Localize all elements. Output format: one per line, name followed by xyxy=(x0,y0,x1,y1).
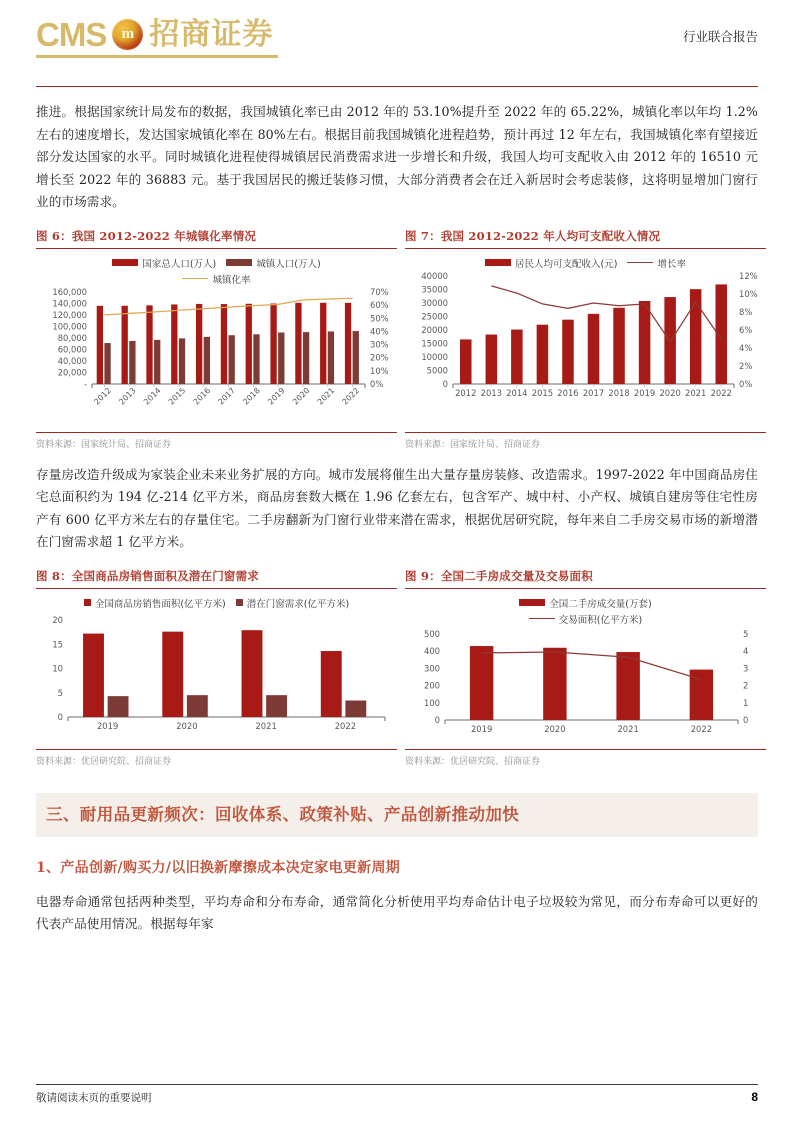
legend-item-potential-window-demand xyxy=(236,596,349,610)
svg-text:50%: 50% xyxy=(370,312,389,323)
svg-text:300: 300 xyxy=(424,662,440,673)
logo-seal-icon: m xyxy=(112,19,143,50)
legend-swatch-line-darkred xyxy=(529,618,555,619)
svg-text:2020: 2020 xyxy=(176,720,198,731)
figure-9-plot xyxy=(405,626,766,768)
svg-text:15000: 15000 xyxy=(421,338,448,348)
figure-8-title xyxy=(36,568,397,588)
paragraph-appliance-lifespan: 电器寿命通常包括两种类型，平均寿命和分布寿命，通常简化分析使用平均寿命估计电子垃圾较为常见，而分布寿命可以更好的代表产品使用情况。根据每年家 xyxy=(36,893,758,931)
legend-item-commodity-housing-sales xyxy=(84,596,226,610)
figure-8-source: 资料来源：优居研究院、招商证券 xyxy=(36,756,172,767)
legend-item-urban-population xyxy=(226,256,320,270)
figure-7-plot-box xyxy=(405,248,766,433)
legend-swatch-bar-mauve xyxy=(226,259,252,266)
svg-text:2021: 2021 xyxy=(315,385,337,407)
figure-7-source: 资料来源：国家统计局、招商证券 xyxy=(405,439,541,450)
svg-text:2014: 2014 xyxy=(506,387,528,398)
svg-text:2021: 2021 xyxy=(255,720,277,731)
svg-text:2020: 2020 xyxy=(659,387,681,398)
svg-text:2017: 2017 xyxy=(216,385,238,407)
figure-9-source: 资料来源：优居研究院、招商证券 xyxy=(405,756,541,767)
figure-7-title-text: 我国 2012-2022 年人均可支配收入情况 xyxy=(440,228,661,243)
svg-text:160,000: 160,000 xyxy=(52,286,87,297)
legend-label-growth-rate: 增长率 xyxy=(657,258,686,270)
svg-text:2015: 2015 xyxy=(166,385,188,407)
svg-text:400: 400 xyxy=(424,645,440,656)
figure-8-svg xyxy=(36,610,397,745)
svg-text:2019: 2019 xyxy=(470,723,493,734)
legend-item-disposable-income xyxy=(485,256,617,270)
svg-text:0%: 0% xyxy=(739,378,753,389)
svg-text:200: 200 xyxy=(424,680,440,691)
svg-text:5: 5 xyxy=(57,687,63,698)
svg-text:2014: 2014 xyxy=(141,385,163,407)
paragraph-existing-housing: 存量房改造升级成为家装企业未来业务扩展的方向。城市发展将催生出大量存量房装修、改造需求。1997-2022 年中国商品房住宅总面积约为 194 亿-214 亿平方米，商品房套数大概在 1.96 亿套左右，包含军产、城中村、小产权、城镇自建房等住宅性房产有 600 亿平方米左右的存量住宅。二手房翻新为门窗行业带来潜在需求，根据优居研究院，每年来自二手房交易市场的新增潜在门窗需求超 1 亿平方米。 xyxy=(36,466,758,549)
figure-6-title xyxy=(36,228,397,248)
svg-text:2021: 2021 xyxy=(685,387,707,398)
svg-text:2013: 2013 xyxy=(480,387,502,398)
figure-9-plot-box xyxy=(405,588,766,750)
svg-text:15: 15 xyxy=(52,638,63,649)
figure-9-legend xyxy=(405,593,766,610)
logo-underline xyxy=(36,55,278,58)
legend-item-growth-rate xyxy=(627,256,686,270)
cms-logo xyxy=(36,18,273,51)
svg-text:2012: 2012 xyxy=(455,387,477,398)
logo-chinese-name: 招商证券 xyxy=(149,16,274,52)
svg-text:2019: 2019 xyxy=(96,720,119,731)
svg-text:500: 500 xyxy=(424,628,440,639)
svg-text:35000: 35000 xyxy=(421,284,448,294)
legend-swatch-line-darkred xyxy=(627,262,653,263)
svg-text:2016: 2016 xyxy=(557,387,579,398)
figure-6-plot xyxy=(36,286,397,428)
legend-swatch-bar-mauve xyxy=(236,599,243,606)
figure-6-label: 图 6： xyxy=(36,228,72,243)
svg-text:-: - xyxy=(83,378,87,389)
section-heading-3: 三、耐用品更新频次：回收体系、政策补贴、产品创新推动加快 xyxy=(36,793,758,837)
legend-label-urbanization-rate: 城镇化率 xyxy=(212,274,251,286)
svg-text:2017: 2017 xyxy=(582,387,605,398)
figure-7-svg xyxy=(405,270,766,410)
figure-6-source: 资料来源：国家统计局、招商证券 xyxy=(36,439,172,450)
svg-text:10%: 10% xyxy=(739,288,758,299)
svg-text:2022: 2022 xyxy=(690,723,713,734)
svg-text:2019: 2019 xyxy=(633,387,656,398)
svg-text:100,000: 100,000 xyxy=(52,321,87,331)
legend-swatch-line-gold xyxy=(182,278,208,279)
svg-text:12%: 12% xyxy=(739,270,758,281)
footer-disclaimer: 敬请阅读末页的重要说明 xyxy=(36,1092,152,1104)
svg-text:20: 20 xyxy=(52,614,63,625)
chart-row-2 xyxy=(36,568,758,767)
figure-8-legend xyxy=(36,593,397,610)
report-type-label: 行业联合报告 xyxy=(682,29,758,44)
svg-text:2021: 2021 xyxy=(617,723,639,734)
figure-9-title xyxy=(405,568,766,588)
figure-9-title-text: 全国二手房成交量及交易面积 xyxy=(440,568,593,583)
svg-text:2019: 2019 xyxy=(266,385,287,407)
figure-8-plot-box xyxy=(36,588,397,750)
figure-7-legend xyxy=(405,253,766,270)
svg-text:2020: 2020 xyxy=(290,385,312,407)
svg-text:4%: 4% xyxy=(739,342,753,353)
legend-label-secondhand-volume: 全国二手房成交量(万套) xyxy=(549,598,652,610)
svg-text:40000: 40000 xyxy=(421,270,448,281)
svg-text:2018: 2018 xyxy=(608,387,630,398)
svg-text:70%: 70% xyxy=(370,286,389,297)
figure-9-label: 图 9： xyxy=(405,568,441,583)
svg-text:2022: 2022 xyxy=(340,385,362,407)
figure-6-legend xyxy=(36,253,397,270)
svg-text:20%: 20% xyxy=(370,352,389,363)
figure-9-card xyxy=(405,568,766,767)
legend-label-transaction-area: 交易面积(亿平方米) xyxy=(558,614,643,626)
legend-swatch-bar-red xyxy=(112,259,138,266)
figure-8-plot xyxy=(36,610,397,752)
svg-text:20,000: 20,000 xyxy=(57,367,87,377)
legend-item-secondhand-volume xyxy=(519,596,651,610)
legend-label-urban-population: 城镇人口(万人) xyxy=(256,258,321,270)
svg-text:10%: 10% xyxy=(370,365,389,376)
svg-text:5: 5 xyxy=(743,628,749,639)
svg-text:2012: 2012 xyxy=(92,385,113,407)
paragraph-urbanization: 推进。根据国家统计局发布的数据，我国城镇化率已由 2012 年的 53.10%提升至 2022 年的 65.22%，城镇化率以年均 1.2%左右的速度增长，发达国家城镇化率在 80%左右。根据目前我国城镇化进程趋势，预计再过 12 年左右，我国城镇化率有望接近部分发达国家的水平。同时城镇化进程使得城镇居民消费需求进一步增长和升级，我国人均可支配收入由 2012 年的 16510 元增长至 2022 年的 36883 元。基于我国居民的搬迁装修习惯，大部分消费者会在迁入新居时会考虑装修，这将明显增加门窗行业的市场需求。 xyxy=(36,104,758,209)
legend-item-urbanization-rate xyxy=(182,272,250,286)
page-number: 8 xyxy=(751,1090,758,1104)
svg-text:0: 0 xyxy=(434,714,440,725)
svg-text:60,000: 60,000 xyxy=(57,344,87,354)
svg-text:120,000: 120,000 xyxy=(52,309,87,320)
figure-9-svg xyxy=(405,626,766,746)
figure-8-label: 图 8： xyxy=(36,568,72,583)
svg-text:5000: 5000 xyxy=(426,365,448,375)
svg-text:40%: 40% xyxy=(370,325,389,336)
figure-8-card xyxy=(36,568,397,767)
svg-text:60%: 60% xyxy=(370,299,389,310)
svg-text:10000: 10000 xyxy=(421,351,448,362)
logo-cms-text: CMS xyxy=(36,16,107,53)
figure-6-plot-box xyxy=(36,248,397,433)
legend-item-total-population xyxy=(112,256,216,270)
svg-text:2020: 2020 xyxy=(544,723,566,734)
svg-text:8%: 8% xyxy=(739,306,753,317)
svg-text:0: 0 xyxy=(743,714,749,725)
svg-text:140,000: 140,000 xyxy=(52,298,87,308)
legend-label-potential-window-demand: 潜在门窗需求(亿平方米) xyxy=(246,598,350,610)
figure-7-label: 图 7： xyxy=(405,228,441,243)
svg-text:0%: 0% xyxy=(370,378,384,389)
svg-text:2018: 2018 xyxy=(241,385,262,407)
legend-swatch-bar-red xyxy=(519,599,545,606)
figure-7-card xyxy=(405,228,766,450)
figure-6-title-text: 我国 2012-2022 年城镇化率情况 xyxy=(71,228,257,243)
legend-label-commodity-housing-sales: 全国商品房销售面积(亿平方米) xyxy=(94,598,226,610)
svg-text:30000: 30000 xyxy=(421,297,448,308)
chart-row-1 xyxy=(36,228,758,450)
figure-7-plot xyxy=(405,270,766,412)
svg-text:1: 1 xyxy=(743,697,749,708)
figure-8-title-text: 全国商品房销售面积及潜在门窗需求 xyxy=(71,568,260,583)
subsection-heading-1: 1、产品创新/购买力/以旧换新摩擦成本决定家电更新周期 xyxy=(36,859,401,876)
svg-text:2022: 2022 xyxy=(710,387,732,398)
svg-text:2016: 2016 xyxy=(191,385,213,407)
legend-swatch-bar-red xyxy=(84,599,91,606)
figure-6-card xyxy=(36,228,397,450)
svg-text:2013: 2013 xyxy=(117,385,138,407)
svg-text:80,000: 80,000 xyxy=(57,332,87,343)
svg-text:0: 0 xyxy=(442,378,448,389)
figure-6-legend-row2 xyxy=(36,269,397,286)
svg-text:6%: 6% xyxy=(739,324,753,335)
header-divider xyxy=(36,86,758,87)
legend-label-total-population: 国家总人口(万人) xyxy=(142,258,217,270)
figure-7-title xyxy=(405,228,766,248)
svg-text:4: 4 xyxy=(743,645,749,656)
svg-text:2015: 2015 xyxy=(531,387,554,398)
svg-text:2: 2 xyxy=(743,680,749,691)
svg-text:20000: 20000 xyxy=(421,324,448,335)
page-header xyxy=(0,0,794,78)
svg-text:40,000: 40,000 xyxy=(57,355,87,366)
svg-text:100: 100 xyxy=(424,697,440,708)
legend-swatch-bar-red xyxy=(485,259,511,266)
legend-label-disposable-income: 居民人均可支配收入(元) xyxy=(515,258,618,270)
figure-9-legend-row2 xyxy=(405,609,766,626)
svg-text:25000: 25000 xyxy=(421,311,448,321)
svg-text:30%: 30% xyxy=(370,339,389,350)
svg-text:2022: 2022 xyxy=(334,720,357,731)
figure-6-svg xyxy=(36,286,397,414)
svg-text:10: 10 xyxy=(52,663,63,673)
svg-text:2%: 2% xyxy=(739,360,753,371)
legend-item-transaction-area xyxy=(529,612,642,626)
svg-text:0: 0 xyxy=(57,711,63,722)
svg-text:3: 3 xyxy=(743,662,749,673)
page-footer xyxy=(36,1084,758,1105)
